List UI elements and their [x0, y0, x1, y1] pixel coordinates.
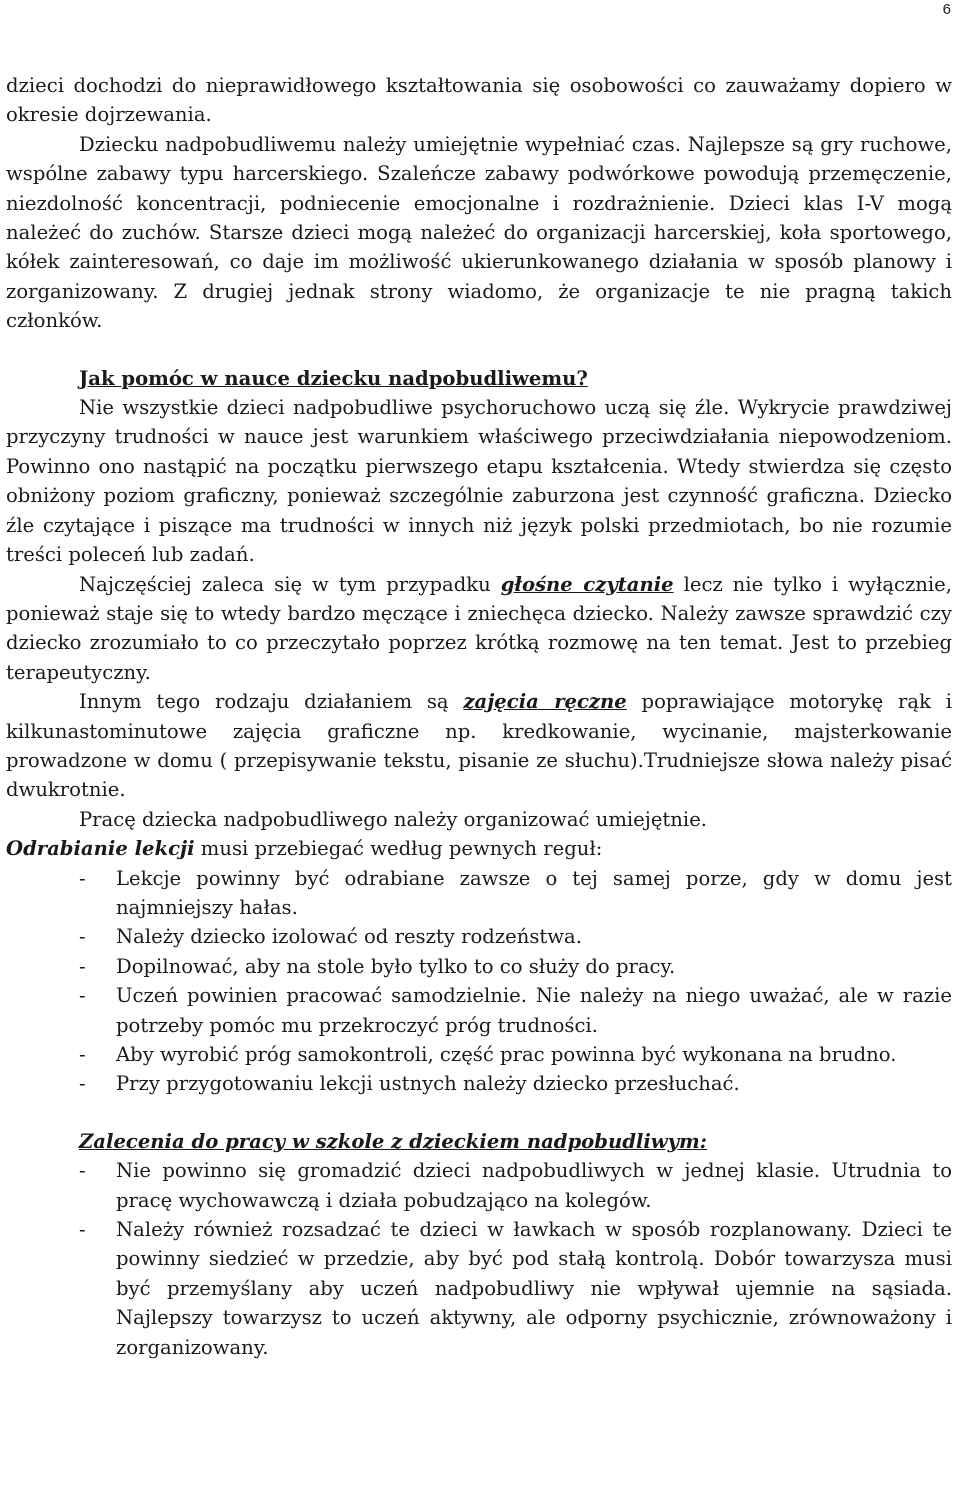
dash-bullet: - [79, 1159, 86, 1183]
list-item-text: Nie powinno się gromadzić dzieci nadpobudliwych w jednej klasie. Utrudnia to pracę wychowawczą i działa pobudzająco na kolegów. [116, 1159, 952, 1212]
list-item [79, 981, 952, 1040]
page-number: 6 [942, 1, 951, 18]
list-item [79, 1156, 952, 1215]
paragraph-manual-activities [6, 687, 952, 805]
list-item [79, 864, 952, 923]
text-segment: poprawiające motorykę rąk i kilkunastominutowe zajęcia graficzne np. kredkowanie, wycinanie, majsterkowanie prowadzone w domu ( przepisywanie tekstu, pisanie ze słuchu).Trudniejsze słowa należy pisać dwukrotnie. [6, 690, 953, 802]
list-item-text: Dopilnować, aby na stole było tylko to co służy do pracy. [116, 954, 676, 978]
dash-bullet: - [79, 984, 86, 1008]
emphasis-manual-activities: zajęcia ręczne [463, 690, 627, 714]
dash-bullet: - [79, 925, 86, 949]
text-segment: Najczęściej zaleca się w tym przypadku [79, 572, 501, 596]
list-item [79, 952, 952, 981]
section-heading-school-recommendations: Zalecenia do pracy w szkole z dzieckiem nadpobudliwym: [79, 1129, 707, 1153]
list-item [79, 922, 952, 951]
dash-bullet: - [79, 954, 86, 978]
text-segment: Innym tego rodzaju działaniem są [79, 690, 464, 714]
list-item [79, 1069, 952, 1098]
paragraph-free-time: Dziecku nadpobudliwemu należy umiejętnie wypełniać czas. Najlepsze są gry ruchowe, wspólne zabawy typu harcerskiego. Szaleńcze zabawy podwórkowe powodują przemęczenie, niezdolność koncentracji, podniecenie emocjonalne i rozdrażnienie. Dzieci klas I-V mogą należeć do zuchów. Starsze dzieci mogą należeć do organizacji harcerskiej, koła sportowego, kółek zainteresowań, co daje im możliwość ukierunkowanego działania w sposób planowy i zorganizowany. Z drugiej jednak strony wiadomo, że organizacje te nie pragną takich członków. [6, 132, 952, 333]
text-segment: lecz nie tylko i wyłącznie, ponieważ staje się to wtedy bardzo męczące i zniechęca dziecko. Należy zawsze sprawdzić czy dziecko zrozumiało to co przeczytało poprzez krótką rozmowę na ten temat. Jest to przebieg terapeutyczny. [6, 572, 953, 684]
document-body [6, 71, 952, 1362]
text-segment: musi przebiegać według pewnych reguł: [194, 837, 603, 861]
list-item-text: Lekcje powinny być odrabiane zawsze o tej samej porze, gdy w domu jest najmniejszy hałas. [116, 866, 952, 919]
emphasis-reading-aloud: głośne czytanie [500, 572, 674, 596]
dash-bullet: - [79, 1072, 86, 1096]
list-item [79, 1040, 952, 1069]
paragraph-homework-rules [6, 834, 952, 863]
list-item-text: Należy dziecko izolować od reszty rodzeństwa. [116, 925, 582, 949]
dash-bullet: - [79, 866, 86, 890]
list-item [79, 1215, 952, 1362]
lead-homework: Odrabianie lekcji [6, 837, 195, 861]
list-item-text: Uczeń powinien pracować samodzielnie. Nie należy na niego uważać, ale w razie potrzeby pomóc mu przekroczyć próg trudności. [116, 984, 952, 1037]
paragraph-organize-work: Pracę dziecka nadpobudliwego należy organizować umiejętnie. [79, 807, 708, 831]
paragraph-reading-aloud [6, 570, 952, 688]
paragraph-learning-difficulties: Nie wszystkie dzieci nadpobudliwe psychoruchowo uczą się źle. Wykrycie prawdziwej przyczyny trudności w nauce jest warunkiem właściwego przeciwdziałania niepowodzeniom. Powinno ono nastąpić na początku pierwszego etapu kształcenia. Wtedy stwierdza się często obniżony poziom graficzny, ponieważ szczególnie zaburzona jest czynność graficzna. Dziecko źle czytające i piszące ma trudności w innych niż język polski przedmiotach, bo nie rozumie treści poleceń lub zadań. [6, 396, 952, 567]
list-item-text: Należy również rozsadzać te dzieci w ławkach w sposób rozplanowany. Dzieci te powinny siedzieć w przedzie, aby być pod stałą kontrolą. Dobór towarzysza musi być przemyślany aby uczeń nadpobudliwy nie wpływał ujemnie na sąsiada. Najlepszy towarzysz to uczeń aktywny, ale odporny psychicznie, zrównoważony i zorganizowany. [116, 1218, 952, 1359]
paragraph-intro: dzieci dochodzi do nieprawidłowego kształtowania się osobowości co zauważamy dopiero w okresie dojrzewania. [6, 74, 952, 127]
dash-bullet: - [79, 1043, 86, 1066]
section-heading-learning-help: Jak pomóc w nauce dziecku nadpobudliwemu? [79, 366, 588, 390]
dash-bullet: - [79, 1218, 86, 1242]
list-item-text: Przy przygotowaniu lekcji ustnych należy dziecko przesłuchać. [116, 1072, 740, 1096]
homework-rules-list [6, 864, 952, 1099]
school-recommendations-list [6, 1156, 952, 1362]
list-item-text: Aby wyrobić próg samokontroli, część prac powinna być wykonana na brudno. [116, 1043, 897, 1066]
